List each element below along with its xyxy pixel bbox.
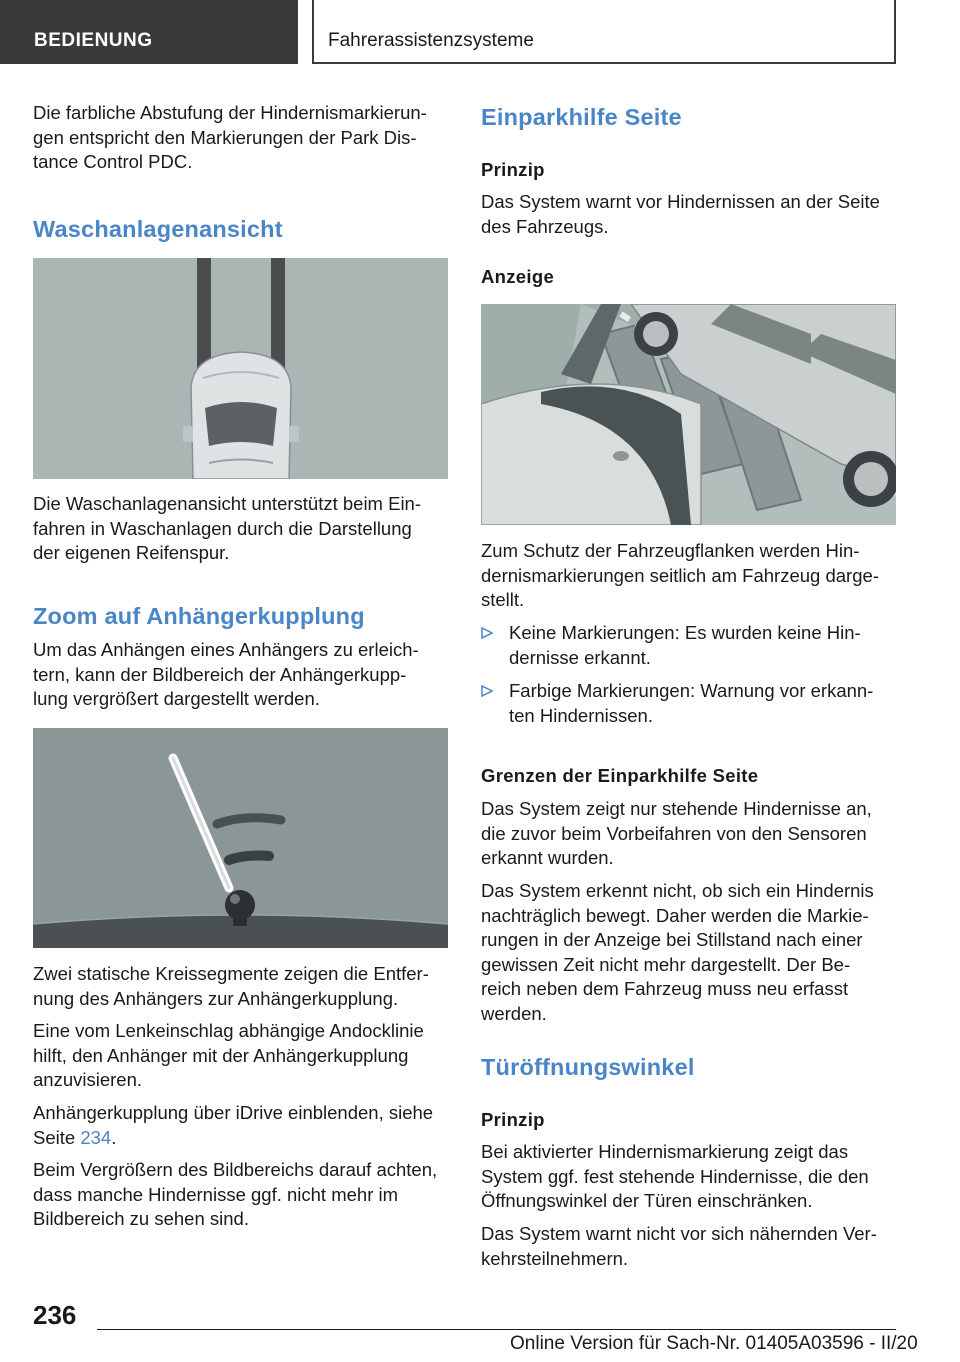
text-line: nachträglich bewegt. Daher werden die Markie- bbox=[481, 904, 869, 926]
text-line: der eigenen Reifenspur. bbox=[33, 542, 230, 563]
text-line: Das System warnt vor Hindernissen an der Seite bbox=[481, 191, 880, 212]
text-line: fahren in Waschanlagen durch die Darstellung bbox=[33, 517, 412, 539]
text-line: Bei aktivierter Hindernismarkierung zeigt das bbox=[481, 1141, 849, 1162]
text-line: Zwei statische Kreissegmente zeigen die Entfer- bbox=[33, 963, 429, 984]
list-item bbox=[481, 679, 896, 728]
heading-einparkhilfe-seite: Einparkhilfe Seite bbox=[481, 104, 682, 130]
text-line: kehrsteilnehmern. bbox=[481, 1247, 629, 1269]
text-line: Um das Anhängen eines Anhängers zu erleich- bbox=[33, 639, 419, 660]
footer-divider bbox=[97, 1329, 896, 1330]
text-line bbox=[33, 1126, 448, 1151]
text-line: Eine vom Lenkeinschlag abhängige Andocklinie bbox=[33, 1020, 424, 1041]
text-line: Die farbliche Abstufung der Hindernismarkierun- bbox=[33, 102, 427, 123]
triangle-bullet-icon bbox=[481, 685, 493, 697]
zoom-p4 bbox=[33, 1158, 448, 1232]
text-line: gewissen Zeit nicht mehr dargestellt. Der Be- bbox=[481, 953, 851, 975]
text-line: des Fahrzeugs. bbox=[481, 215, 609, 237]
text-line: ten Hindernissen. bbox=[509, 704, 653, 726]
text-line: die zuvor beim Vorbeifahren von den Sensoren bbox=[481, 822, 867, 844]
text-line: Farbige Markierungen: Warnung vor erkann- bbox=[509, 680, 874, 701]
text-line: Öffnungswinkel der Türen einschränken. bbox=[481, 1190, 813, 1211]
text-line: Das System warnt nicht vor sich nähernden Ver- bbox=[481, 1223, 877, 1244]
subheading-grenzen: Grenzen der Einparkhilfe Seite bbox=[481, 765, 759, 786]
page-reference-link[interactable]: 234 bbox=[80, 1126, 112, 1148]
text-line: Die Waschanlagenansicht unterstützt beim Ein- bbox=[33, 493, 422, 514]
text-line: dernismarkierungen seitlich am Fahrzeug darge- bbox=[481, 564, 879, 586]
figure-side-parking-assist bbox=[481, 304, 896, 525]
text-line: Das System erkennt nicht, ob sich ein Hindernis bbox=[481, 880, 874, 901]
text-line: erkannt wurden. bbox=[481, 847, 614, 868]
text-line: System ggf. fest stehende Hindernisse, die den bbox=[481, 1165, 869, 1187]
subheading-prinzip: Prinzip bbox=[481, 159, 545, 180]
intro-paragraph bbox=[33, 101, 448, 175]
chapter-label: Fahrerassistenzsysteme bbox=[312, 0, 896, 64]
heading-waschanlagenansicht: Waschanlagenansicht bbox=[33, 216, 283, 242]
text-fragment: Seite bbox=[33, 1126, 81, 1148]
door-p1 bbox=[481, 1140, 896, 1214]
text-line: rungen in der Anzeige bei Stillstand nach einer bbox=[481, 929, 863, 950]
text-line: nung des Anhängers zur Anhängerkupplung. bbox=[33, 987, 399, 1009]
door-p2 bbox=[481, 1222, 896, 1271]
zoom-p1 bbox=[33, 962, 448, 1011]
text-line: Das System zeigt nur stehende Hindernisse an, bbox=[481, 798, 872, 819]
grenzen-p1 bbox=[481, 797, 896, 871]
text-line: reich neben dem Fahrzeug muss neu erfasst bbox=[481, 978, 849, 999]
page-number: 236 bbox=[33, 1300, 77, 1330]
text-line: Anhängerkupplung über iDrive einblenden, siehe bbox=[33, 1102, 434, 1123]
page-header bbox=[0, 0, 960, 66]
subheading-prinzip: Prinzip bbox=[481, 1109, 545, 1130]
figure-car-wash-view bbox=[33, 258, 448, 479]
text-line: Beim Vergrößern des Bildbereichs darauf achten, bbox=[33, 1159, 438, 1180]
wash-paragraph bbox=[33, 492, 448, 566]
text-line: dernisse erkannt. bbox=[509, 646, 651, 668]
section-label: BEDIENUNG bbox=[0, 0, 298, 64]
zoom-p2 bbox=[33, 1019, 448, 1093]
zoom-paragraph bbox=[33, 638, 448, 712]
text-line: tance Control PDC. bbox=[33, 151, 193, 172]
online-version-note: Online Version für Sach-Nr. 01405A03596 - II/20 bbox=[510, 1333, 918, 1354]
zoom-p3 bbox=[33, 1101, 448, 1150]
text-line: werden. bbox=[481, 1002, 547, 1024]
text-line: stellt. bbox=[481, 589, 525, 610]
anzeige-paragraph bbox=[481, 539, 896, 613]
text-line: Bildbereich zu sehen sind. bbox=[33, 1208, 249, 1229]
text-line: tern, kann der Bildbereich der Anhängerkupp- bbox=[33, 663, 407, 685]
text-line: lung vergrößert dargestellt werden. bbox=[33, 688, 320, 709]
text-line: Zum Schutz der Fahrzeugflanken werden Hin- bbox=[481, 540, 860, 561]
heading-tueroeffnungswinkel: Türöffnungswinkel bbox=[481, 1054, 695, 1080]
triangle-bullet-icon bbox=[481, 627, 493, 639]
text-line: hilft, den Anhänger mit der Anhängerkupplung bbox=[33, 1044, 409, 1066]
heading-zoom-anhaengerkupplung: Zoom auf Anhängerkupplung bbox=[33, 603, 365, 629]
list-item bbox=[481, 621, 896, 670]
figure-trailer-hitch-zoom bbox=[33, 728, 448, 948]
prinzip-paragraph bbox=[481, 190, 896, 239]
text-fragment: . bbox=[111, 1126, 117, 1148]
text-line: Keine Markierungen: Es wurden keine Hin- bbox=[509, 622, 861, 643]
text-line: gen entspricht den Markierungen der Park Dis- bbox=[33, 126, 417, 148]
text-line: anzuvisieren. bbox=[33, 1069, 143, 1090]
subheading-anzeige: Anzeige bbox=[481, 266, 555, 287]
grenzen-p2 bbox=[481, 879, 896, 1026]
text-line: dass manche Hindernisse ggf. nicht mehr im bbox=[33, 1183, 399, 1205]
